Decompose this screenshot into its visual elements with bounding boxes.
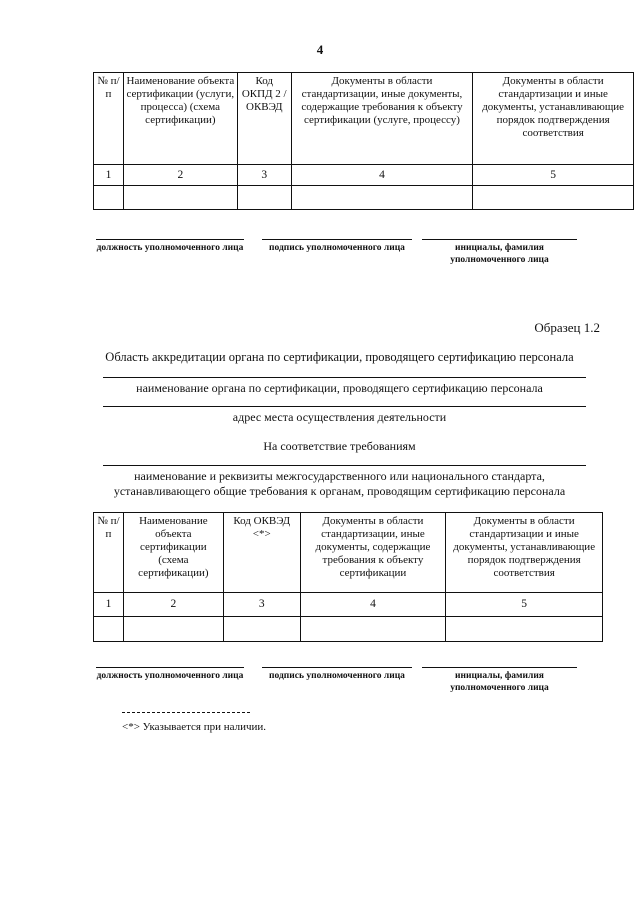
signature-line-sign xyxy=(262,239,412,240)
empty-cell xyxy=(223,617,300,642)
caption-initials: инициалы, фамилия уполномоченного лица xyxy=(450,243,549,265)
header-object: Наименование объекта сертификации (схема сертификации) xyxy=(123,513,223,593)
footnote-separator xyxy=(122,712,250,713)
col-number: 5 xyxy=(446,593,603,617)
col-number: 1 xyxy=(94,593,124,617)
signature-line-position xyxy=(96,667,244,668)
table-empty-row xyxy=(94,617,603,642)
empty-cell xyxy=(123,617,223,642)
fill-line-address xyxy=(103,406,586,407)
empty-cell xyxy=(123,186,237,210)
page-number: 4 xyxy=(316,42,324,57)
col-number: 2 xyxy=(123,165,237,186)
signature-line-position xyxy=(96,239,244,240)
certification-table-2 xyxy=(93,512,603,642)
signature-line-initials xyxy=(422,667,577,668)
header-code: Код ОКПД 2 / ОКВЭД xyxy=(237,73,291,165)
header-requirements-docs: Документы в области стандартизации, иные документы, содержащие требования к объекту сертификации (услуге, процессу) xyxy=(291,73,473,165)
signature-line-sign xyxy=(262,667,412,668)
table-empty-row xyxy=(94,186,634,210)
form-title: Область аккредитации органа по сертификации, проводящего сертификацию персонала xyxy=(105,350,574,364)
table-header-row xyxy=(94,513,603,593)
col-number: 1 xyxy=(94,165,124,186)
col-number: 4 xyxy=(291,165,473,186)
table-number-row xyxy=(94,165,634,186)
caption-sign: подпись уполномоченного лица xyxy=(269,243,405,253)
table-header-row xyxy=(94,73,634,165)
signature-line-initials xyxy=(422,239,577,240)
col-number: 4 xyxy=(300,593,446,617)
empty-cell xyxy=(94,186,124,210)
sample-label: Образец 1.2 xyxy=(534,320,600,335)
table-number-row xyxy=(94,593,603,617)
caption-address: адрес места осуществления деятельности xyxy=(232,410,447,424)
header-number: № п/п xyxy=(94,513,124,593)
caption-sign: подпись уполномоченного лица xyxy=(269,671,405,681)
empty-cell xyxy=(473,186,634,210)
header-code: Код ОКВЭД <*> xyxy=(223,513,300,593)
header-procedure-docs: Документы в области стандартизации и иные документы, устанавливающие порядок подтверждения соответствия xyxy=(473,73,634,165)
empty-cell xyxy=(446,617,603,642)
empty-cell xyxy=(291,186,473,210)
header-procedure-docs: Документы в области стандартизации и иные документы, устанавливающие порядок подтверждения соответствия xyxy=(446,513,603,593)
col-number: 2 xyxy=(123,593,223,617)
caption-position: должность уполномоченного лица xyxy=(96,243,244,253)
fill-line-name xyxy=(103,377,586,378)
empty-cell xyxy=(300,617,446,642)
fill-line-standard xyxy=(103,465,586,466)
col-number: 3 xyxy=(223,593,300,617)
header-object: Наименование объекта сертификации (услуги, процесса) (схема сертификации) xyxy=(123,73,237,165)
caption-position: должность уполномоченного лица xyxy=(96,671,244,681)
empty-cell xyxy=(94,617,124,642)
col-number: 3 xyxy=(237,165,291,186)
certification-table-1 xyxy=(93,72,634,210)
caption-standard: наименование и реквизиты межгосударственного или национального стандарта, устанавливающего общие требования к органам, проводящим сертификацию персонала xyxy=(113,469,566,498)
empty-cell xyxy=(237,186,291,210)
compliance-heading: На соответствие требованиям xyxy=(263,439,416,453)
header-number: № п/п xyxy=(94,73,124,165)
caption-initials: инициалы, фамилия уполномоченного лица xyxy=(450,671,549,693)
caption-organ-name: наименование органа по сертификации, проводящего сертификацию персонала xyxy=(136,381,543,395)
col-number: 5 xyxy=(473,165,634,186)
footnote: <*> Указывается при наличии. xyxy=(122,721,267,733)
header-requirements-docs: Документы в области стандартизации, иные документы, содержащие требования к объекту сертификации xyxy=(300,513,446,593)
